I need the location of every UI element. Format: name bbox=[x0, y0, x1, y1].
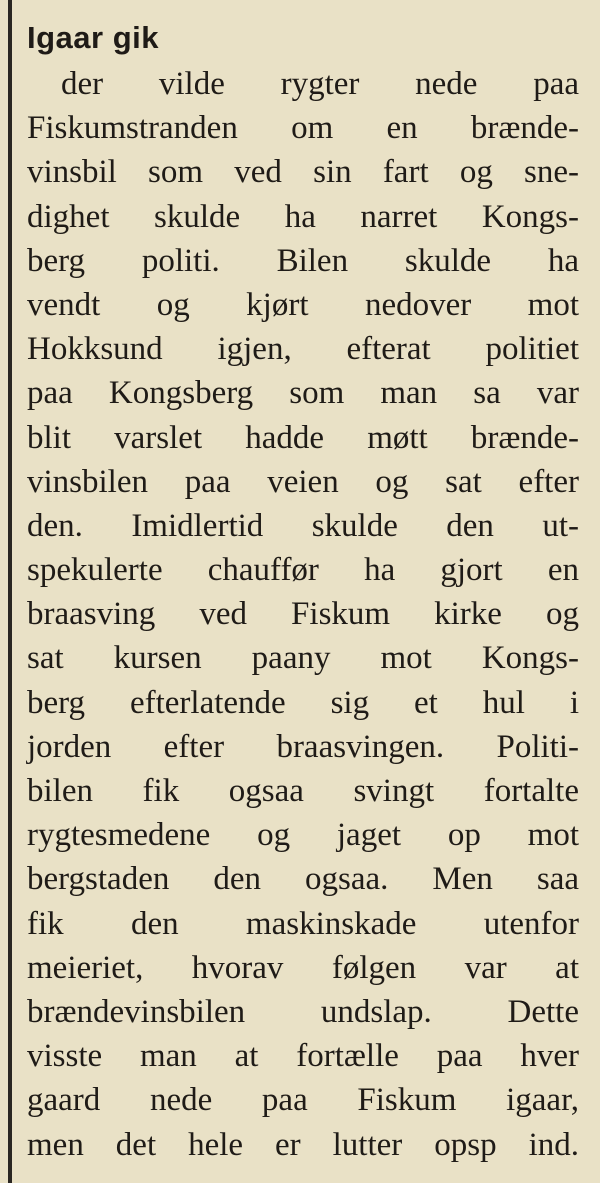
article-line: brændevinsbilen undslap. Dette bbox=[27, 993, 579, 1030]
article-line: sat kursen paany mot Kongs- bbox=[27, 640, 579, 677]
article bbox=[27, 14, 579, 1167]
article-line: men det hele er lutter opsp ind. bbox=[27, 1126, 579, 1163]
article-line: gaard nede paa Fiskum igaar, bbox=[27, 1082, 579, 1119]
article-line: meieriet, hvorav følgen var at bbox=[27, 949, 579, 986]
article-line: rygtesmedene og jaget op mot bbox=[27, 817, 579, 854]
article-line: paa Kongsberg som man sa var bbox=[27, 375, 579, 412]
article-line: berg politi. Bilen skulde ha bbox=[27, 242, 579, 279]
article-line: bilen fik ogsaa svingt fortalte bbox=[27, 773, 579, 809]
article-headline: Igaar gik bbox=[27, 20, 159, 55]
article-line: Hokksund igjen, efterat politiet bbox=[27, 331, 579, 368]
column-rule bbox=[8, 0, 12, 1183]
article-line: den. Imidlertid skulde den ut- bbox=[27, 507, 579, 544]
article-line: blit varslet hadde møtt brænde- bbox=[27, 419, 579, 456]
article-line: bergstaden den ogsaa. Men saa bbox=[27, 861, 579, 898]
article-line: visste man at fortælle paa hver bbox=[27, 1038, 579, 1075]
article-line: dighet skulde ha narret Kongs- bbox=[27, 198, 579, 235]
article-line: vinsbil som ved sin fart og sne- bbox=[27, 154, 579, 191]
article-line: braasving ved Fiskum kirke og bbox=[27, 596, 579, 633]
article-line: vinsbilen paa veien og sat efter bbox=[27, 463, 579, 500]
article-line: spekulerte chauffør ha gjort en bbox=[27, 552, 579, 589]
article-line: jorden efter braasvingen. Politi- bbox=[27, 728, 579, 765]
article-line: fik den maskinskade utenfor bbox=[27, 905, 579, 942]
article-line: der vilde rygter nede paa bbox=[61, 66, 579, 102]
article-line: Fiskumstranden om en brænde- bbox=[27, 110, 579, 147]
article-line: berg efterlatende sig et hul i bbox=[27, 684, 579, 721]
article-line: vendt og kjørt nedover mot bbox=[27, 286, 579, 323]
article-body bbox=[27, 62, 579, 1167]
